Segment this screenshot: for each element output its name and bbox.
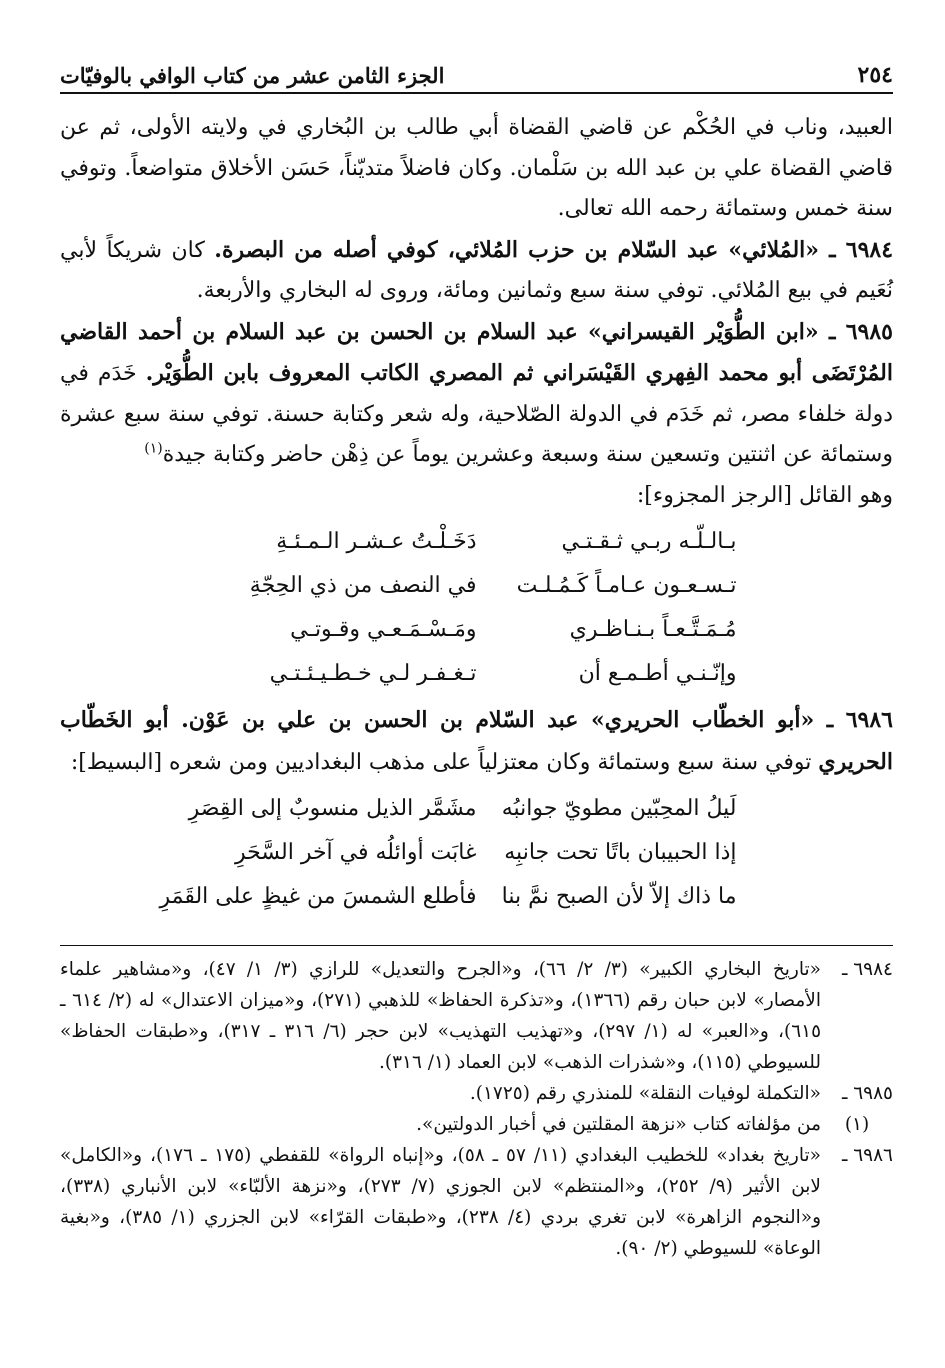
entry-6984-text: كان شريكاً لأبي نُعَيم في بيع المُلائي. توفي سنة سبع وثمانين ومائة، وروى له البخاري والأربعة. [60, 237, 893, 303]
footnote-6984 [60, 954, 893, 1078]
footnote-6985 [60, 1078, 893, 1109]
entry-6985-heading: ٦٩٨٥ ـ «ابن الطُّوَيْر القيسراني» عبد السلام بن الحسن بن عبد السلام بن أحمد القاضي المُرْتَضَى أبو محمد الفِهري القَيْسَراني ثم المصري الكاتب المعروف بابن الطُّوَيْر. [60, 318, 893, 386]
footnote-key: ٦٩٨٤ ـ [841, 959, 893, 980]
footnote-text: «تاريخ البخاري الكبير» (٣/ ٢/ ٦٦)، و«الجرح والتعديل» للرازي (٣/ ١/ ٤٧)، و«مشاهير علماء الأمصار» لابن حبان رقم (١٣٦٦)، و«تذكرة الحفاظ» للذهبي (٢٧١)، و«ميزان الاعتدال» له (٢/ ٦١٤ ـ ٦١٥)، و«العبر» له (١/ ٢٩٧)، و«تهذيب التهذيب» لابن حجر (٦/ ٣١٦ ـ ٣١٧)، و«طبقات الحفاظ» للسيوطي (١١٥)، و«شذرات الذهب» لابن العماد (١/ ٣١٦). [60, 959, 822, 1073]
verse-2-second: في النصف من ذي الحِجّةِ [249, 573, 477, 598]
footnote-text: من مؤلفاته كتاب «نزهة المقلتين في أخبار الدولتين». [416, 1114, 821, 1135]
footnote-marker: (١) [144, 440, 163, 457]
verse-2-second: غابَت أوائلُه في آخر السَّحَرِ [235, 840, 477, 865]
verse-2-first: تـسـعـون عـامـاً كَـمُـلـت [516, 573, 737, 598]
page-number: ٢٥٤ [857, 62, 893, 88]
entry-6984-heading: ٦٩٨٤ ـ «المُلائي» عبد السّلام بن حزب المُلائي، كوفي أصله من البصرة. [214, 236, 894, 263]
page-header [60, 44, 893, 94]
intro-paragraph: العبيد، وناب في الحُكْم عن قاضي القضاة أبي طالب بن البُخاري في ولايته الأولى، ثم عن قاضي القضاة علي بن عبد الله بن سَلْمان. وكان فاضلاً متديّناً، حَسَن الأخلاق متواضعاً. وتوفي سنة خمس وستمائة رحمه الله تعالى. [60, 115, 893, 221]
footnote-6986 [60, 1140, 893, 1264]
footnote-key: (١) [844, 1114, 870, 1135]
footnotes [60, 954, 893, 1264]
poem-rajaz [60, 520, 893, 696]
verse-3-first: مُـمَـتَّـعـاً بـنـاظـري [569, 617, 737, 642]
verse-4-second: تـغـفـر لـي خـطـيـئـتـي [269, 661, 477, 686]
entry-6986-heading: ٦٩٨٦ ـ «أبو الخطّاب الحريري» عبد السّلام بن الحسن بن علي بن عَوْن. أبو الخَطّاب الحريري [60, 707, 893, 775]
verse-3-first: ما ذاك إلاّ لأن الصبح نمَّ بنا [501, 884, 737, 909]
entry-6984 [60, 230, 893, 312]
verse-1-first: لَيلُ المحِبّين مطويّ جوانبُه [501, 796, 737, 821]
entry-6985-text: خَدَم في دولة خلفاء مصر، ثم خَدَم في الدولة الصّلاحية، وله شعر وكتابة حسنة. توفي سنة سبع عشرة وستمائة عن اثنتين وتسعين سنة وسبعة وعشرين يوماً عن ذِهْن حاضر وكتابة جيدة [60, 361, 893, 467]
entry-6986 [60, 700, 893, 783]
footnote-key: ٦٩٨٥ ـ [841, 1083, 893, 1104]
verse-3-second: ومَـسْـمَـعـي وقـوتـي [290, 617, 477, 642]
verse-1-second: مشَمَّر الذيل منسوبٌ إلى القِصَرِ [188, 796, 477, 821]
verse-1-second: دَخَـلْـتُ عـشـر الـمـئـةِ [276, 529, 477, 554]
entry-6985-meter: وهو القائل [الرجز المجزوء]: [636, 482, 893, 508]
footnote-text: «التكملة لوفيات النقلة» للمنذري رقم (١٧٢٥). [469, 1083, 821, 1104]
verse-4-first: وإنّـنـي أطـمـع أن [578, 661, 737, 686]
verse-1-first: بـالـلّـه ربـي ثـقـتـي [561, 529, 737, 554]
footnote-text: «تاريخ بغداد» للخطيب البغدادي (١١/ ٥٧ ـ ٥٨)، و«إنباه الرواة» للقفطي (١٧٥ ـ ١٧٦)، و«الكامل» لابن الأثير (٩/ ٢٥٢)، و«المنتظم» لابن الجوزي (٧/ ٢٧٣)، و«نزهة الألبّاء» لابن الأنباري (٣٣٨)، و«النجوم الزاهرة» لابن تغري بردي (٤/ ٢٣٨)، و«طبقات القرّاء» لابن الجزري (١/ ٣٨٥)، و«بغية الوعاة» للسيوطي (٢/ ٩٠). [60, 1145, 822, 1259]
entry-6986-text: توفي سنة سبع وستمائة وكان معتزلياً على مذهب البغداديين ومن شعره [البسيط]: [70, 749, 819, 775]
footnote-key: ٦٩٨٦ ـ [841, 1145, 893, 1166]
footnote-divider [60, 945, 893, 946]
running-title: الجزء الثامن عشر من كتاب الوافي بالوفيّات [60, 63, 445, 88]
poem-basit [60, 787, 893, 919]
verse-2-first: إذا الحبيبان باتًا تحت جانبِه [504, 840, 737, 865]
entry-6985 [60, 312, 893, 476]
main-text [60, 108, 893, 919]
footnote-1 [60, 1109, 893, 1140]
verse-3-second: فأطلع الشمسَ من غيظٍ على القَمَرِ [159, 884, 477, 909]
